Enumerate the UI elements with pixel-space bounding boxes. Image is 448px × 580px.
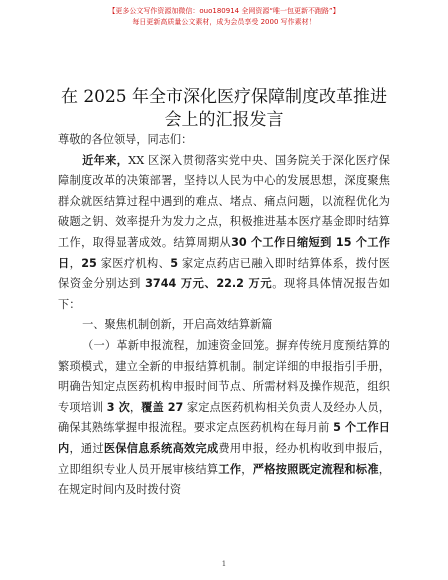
para1-bold-3: 5 [170,256,178,270]
para1-bold-4: 3744 万元、22.2 万元 [145,277,273,291]
document-title: 在 2025 年全市深化医疗保障制度改革推进会上的汇报发言 [60,87,388,130]
para1-text-4: 家定点药店已融入即时结算体系，拨付医保资金分别达到 [58,256,390,291]
para1-text-2: ， [69,256,82,270]
para1-text-3: 家医疗机构、 [96,256,171,270]
para2-bold-6: 严格按照既定流程和标准 [252,462,379,476]
para2-bold-1: 3 次 [106,400,130,414]
para2-bold-2: 覆盖 27 [141,400,184,414]
page-number: 1 [221,560,227,568]
para1-bold-1: 30 个工作日缩短到 15 个工作日 [58,235,390,270]
document-body [58,130,390,501]
greeting: 尊敬的各位领导，同志们： [58,133,193,146]
section-heading-1: 一、聚焦机制创新，开启高效结算新篇 [82,318,273,332]
para2-bold-3: 5 个工作日内 [58,421,390,455]
para1-bold-2: 25 [81,256,97,270]
para2-text-6: ， [241,462,253,476]
para1-text-1: XX 区深入贯彻落实党中央、国务院关于深化医疗保障制度改革的决策部署，坚持以人民为中心的发展思想，深度聚焦群众就医结算过程中遇到的难点、堵点、痛点问题，以流程优化为破题之钥、效率提升为发力之点，积极推进基本医疗基金即时结算工作，取得显著成效。结算周期从 [58,153,390,249]
promo-line-2: 每日更新高质量公文素材，成为会员享受 2000 写作素材！ [132,18,316,26]
para2-bold-4: 医保信息系统高效完成 [103,441,219,455]
para1-lead: 近年来， [82,153,129,167]
promo-banner [0,6,448,28]
intro-paragraph [58,151,390,316]
para2-text-3: 家定点医药机构相关负责人及经办人员，确保其熟练掌握申报流程。要求定点医药机构在每月前 [58,400,390,435]
para2-text-1: （一）革新申报流程，加速资金回笼。摒弃传统月度预结算的繁琐模式，建立全新的申报结算机制。制定详细的申报指引手册，明确告知定点医药机构申报时间节点、所需材料及操作规范，组织专项培训 [58,338,390,414]
para2-text-2: ， [129,400,142,414]
para2-bold-5: 工作 [218,462,242,476]
para2-text-7: ，在规定时间内及时拨付资 [58,462,390,497]
para2-text-5: 费用申报，经办机构收到申报后，立即组织专业人员开展审核结算 [58,441,390,476]
para1-text-5: 。现将具体情况报告如下： [58,277,390,311]
promo-line-1: 【更多公文写作资源加微信：ouo180914 全网资源“唯一包更新不跑路”】 [108,7,340,15]
para2-text-4: ，通过 [69,441,104,455]
section1-paragraph-1 [58,336,390,501]
